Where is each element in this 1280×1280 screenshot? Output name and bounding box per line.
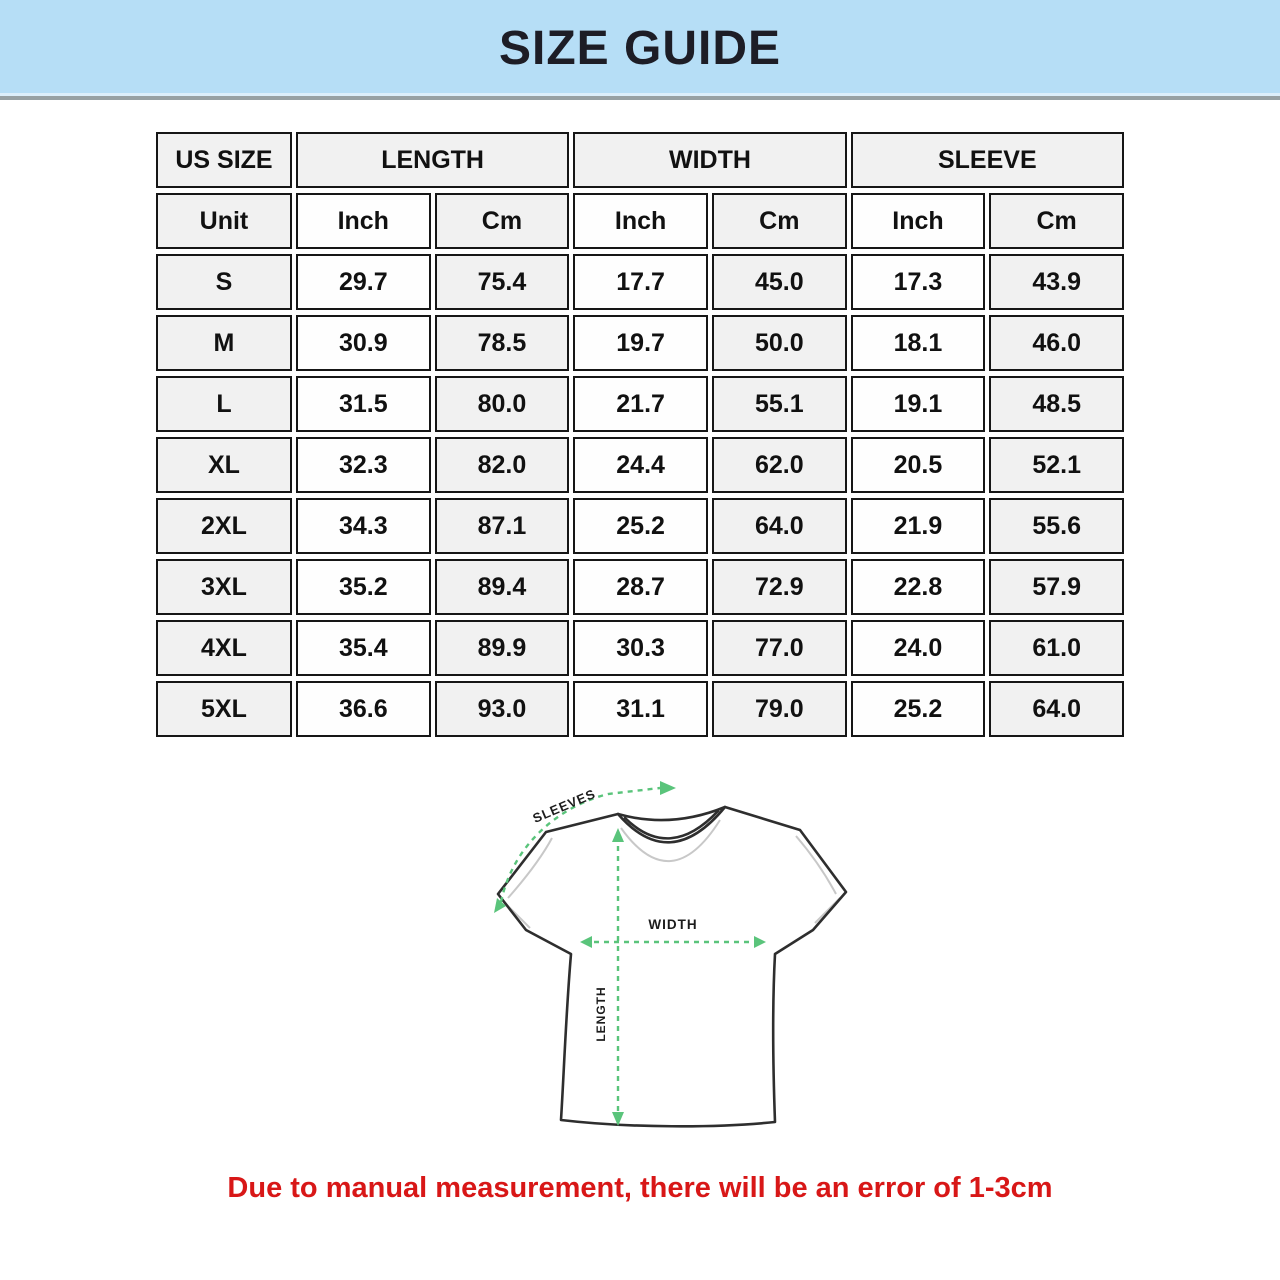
value-cell: 57.9 (989, 559, 1124, 615)
value-cell: 55.6 (989, 498, 1124, 554)
col-group-sleeve: SLEEVE (851, 132, 1124, 188)
value-cell: 64.0 (712, 498, 847, 554)
value-cell: 45.0 (712, 254, 847, 310)
diagram-labels (530, 786, 697, 1042)
value-cell: 72.9 (712, 559, 847, 615)
group-header-row (156, 132, 1124, 188)
value-cell: 31.1 (573, 681, 708, 737)
value-cell: 28.7 (573, 559, 708, 615)
sleeves-label: SLEEVES (530, 785, 598, 826)
size-cell: 5XL (156, 681, 292, 737)
value-cell: 30.9 (296, 315, 431, 371)
value-cell: 32.3 (296, 437, 431, 493)
value-cell: 35.4 (296, 620, 431, 676)
value-cell: 25.2 (573, 498, 708, 554)
size-cell: L (156, 376, 292, 432)
unit-cell-width-inch: Inch (573, 193, 708, 249)
size-cell: M (156, 315, 292, 371)
sleeves-arrowhead-right (660, 781, 676, 795)
unit-cell-length-inch: Inch (296, 193, 431, 249)
size-cell: 3XL (156, 559, 292, 615)
unit-cell-length-cm: Cm (435, 193, 570, 249)
table-row (156, 315, 1124, 371)
value-cell: 20.5 (851, 437, 986, 493)
unit-cell-sleeve-cm: Cm (989, 193, 1124, 249)
width-label: WIDTH (648, 917, 698, 932)
value-cell: 62.0 (712, 437, 847, 493)
page-title: SIZE GUIDE (498, 21, 782, 75)
value-cell: 50.0 (712, 315, 847, 371)
value-cell: 19.7 (573, 315, 708, 371)
value-cell: 78.5 (435, 315, 570, 371)
value-cell: 17.3 (851, 254, 986, 310)
value-cell: 87.1 (435, 498, 570, 554)
value-cell: 46.0 (989, 315, 1124, 371)
table-row (156, 437, 1124, 493)
width-arrowhead-right (754, 936, 766, 948)
size-cell: S (156, 254, 292, 310)
col-group-width: WIDTH (573, 132, 846, 188)
value-cell: 24.4 (573, 437, 708, 493)
value-cell: 80.0 (435, 376, 570, 432)
value-cell: 77.0 (712, 620, 847, 676)
value-cell: 17.7 (573, 254, 708, 310)
value-cell: 75.4 (435, 254, 570, 310)
width-arrowhead-left (580, 936, 592, 948)
value-cell: 89.4 (435, 559, 570, 615)
value-cell: 61.0 (989, 620, 1124, 676)
value-cell: 21.7 (573, 376, 708, 432)
value-cell: 36.6 (296, 681, 431, 737)
value-cell: 35.2 (296, 559, 431, 615)
size-cell: XL (156, 437, 292, 493)
value-cell: 19.1 (851, 376, 986, 432)
value-cell: 22.8 (851, 559, 986, 615)
size-table (152, 127, 1128, 742)
value-cell: 48.5 (989, 376, 1124, 432)
value-cell: 21.9 (851, 498, 986, 554)
tshirt-seam-lines (504, 820, 840, 928)
unit-header-cell: Unit (156, 193, 292, 249)
col-group-length: LENGTH (296, 132, 569, 188)
value-cell: 18.1 (851, 315, 986, 371)
size-cell: 4XL (156, 620, 292, 676)
measurement-disclaimer: Due to manual measurement, there will be an error of 1-3cm (227, 1172, 1053, 1204)
table-row (156, 681, 1124, 737)
unit-header-row (156, 193, 1124, 249)
value-cell: 29.7 (296, 254, 431, 310)
value-cell: 24.0 (851, 620, 986, 676)
table-row (156, 254, 1124, 310)
value-cell: 82.0 (435, 437, 570, 493)
measurement-arrowheads (494, 781, 766, 1126)
tshirt-outline (498, 807, 846, 1126)
value-cell: 31.5 (296, 376, 431, 432)
value-cell: 34.3 (296, 498, 431, 554)
tshirt-diagram-svg (468, 772, 878, 1152)
col-group-us-size: US SIZE (156, 132, 292, 188)
value-cell: 79.0 (712, 681, 847, 737)
size-cell: 2XL (156, 498, 292, 554)
table-row (156, 498, 1124, 554)
value-cell: 93.0 (435, 681, 570, 737)
value-cell: 89.9 (435, 620, 570, 676)
value-cell: 64.0 (989, 681, 1124, 737)
length-label: LENGTH (594, 986, 608, 1042)
value-cell: 30.3 (573, 620, 708, 676)
size-guide-banner (0, 0, 1280, 100)
tshirt-measurement-diagram (468, 772, 878, 1152)
value-cell: 43.9 (989, 254, 1124, 310)
value-cell: 55.1 (712, 376, 847, 432)
value-cell: 52.1 (989, 437, 1124, 493)
table-row (156, 376, 1124, 432)
unit-cell-sleeve-inch: Inch (851, 193, 986, 249)
value-cell: 25.2 (851, 681, 986, 737)
table-row (156, 559, 1124, 615)
table-row (156, 620, 1124, 676)
unit-cell-width-cm: Cm (712, 193, 847, 249)
